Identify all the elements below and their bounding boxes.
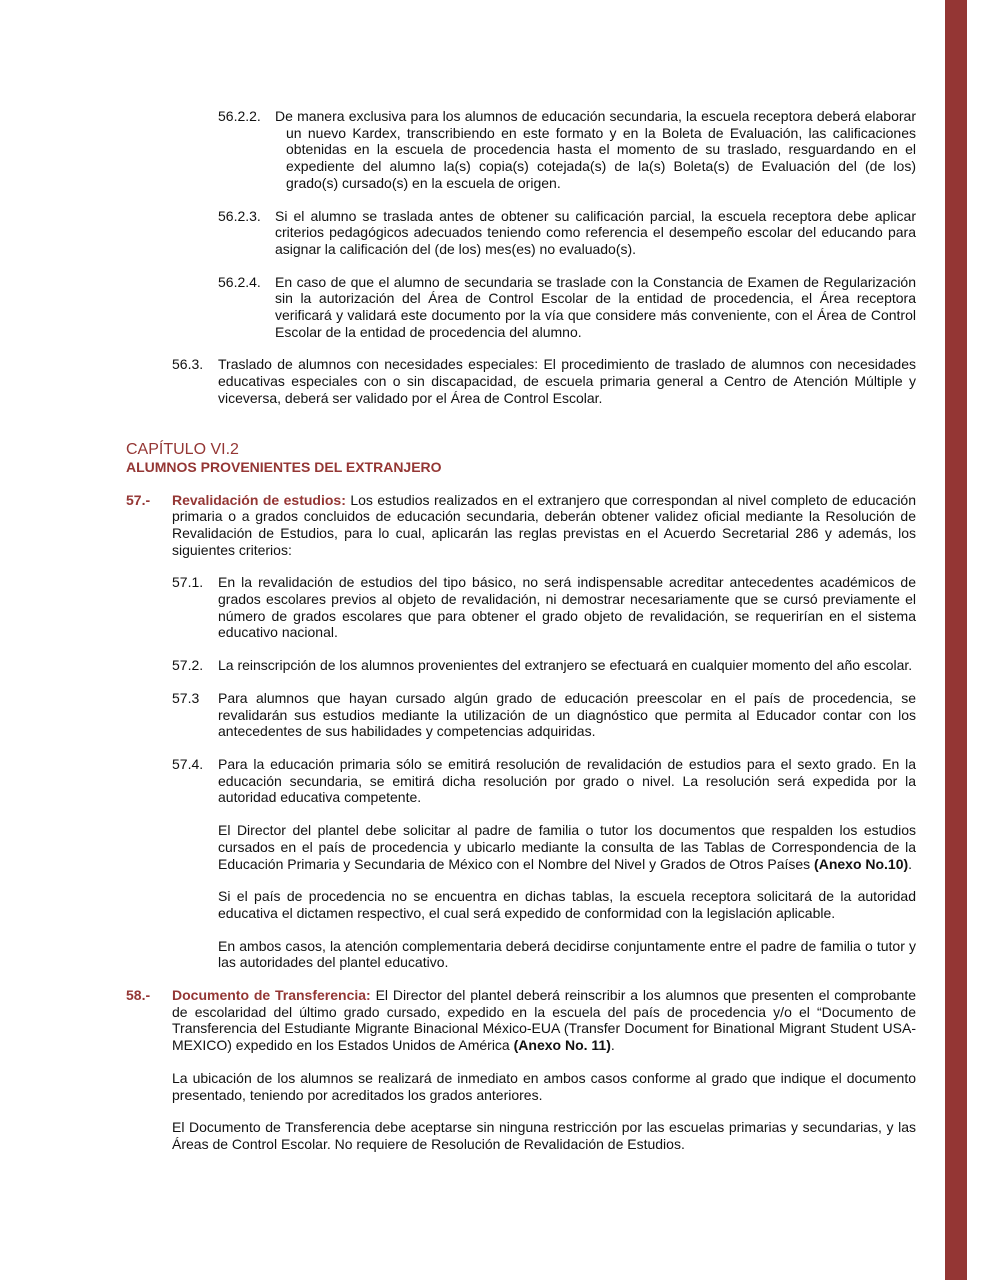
section-56-2-4: [218, 274, 916, 341]
section-text: Para la educación primaria sólo se emitirá resolución de revalidación de estudios para el sexto grado. En la educación secundaria, se emitirá dicha resolución por grado o nivel. La resolución será expedida por la autoridad educativa competente.: [218, 755, 916, 806]
section-number: 56.2.2.: [218, 108, 261, 124]
chapter-subtitle: ALUMNOS PROVENIENTES DEL EXTRANJERO: [126, 458, 442, 475]
page-side-bar: [945, 0, 967, 1280]
section-text: La reinscripción de los alumnos provenientes del extranjero se efectuará en cualquier momento del año escolar.: [218, 657, 913, 674]
paragraph-text: El Director del plantel debe solicitar al padre de familia o tutor los documentos que respalden los estudios cursados en el país de procedencia y ubicarlo mediante la consulta de las Tablas de Correspondencia de la Educación Primaria y Secundaria de México con el Nombre del Nivel y Grados de Otros Países: [218, 822, 916, 872]
section-number: 57.1.: [172, 574, 204, 591]
article-number: 57.-: [126, 491, 151, 508]
section-57-2: [172, 657, 916, 674]
article-number: 58.-: [126, 987, 151, 1004]
section-56-3: [172, 356, 916, 406]
section-57-3: [172, 690, 916, 740]
paragraph-placement: La ubicación de los alumnos se realizará de inmediato en ambos casos conforme al grado que indique el documento presentado, teniendo por acreditados los grados anteriores.: [172, 1069, 916, 1103]
paragraph-director: [218, 822, 916, 872]
section-number: 57.4.: [172, 755, 204, 772]
section-56-2-3: [218, 208, 916, 258]
article-58: [126, 987, 916, 1054]
article-text: [172, 492, 916, 559]
article-57: [126, 492, 916, 559]
paragraph-end: .: [610, 1037, 615, 1054]
paragraph-end: .: [908, 855, 913, 872]
document-page: [126, 108, 916, 1153]
section-text: En la revalidación de estudios del tipo básico, no será indispensable acreditar antecedentes académicos de grados escolares previos al objeto de revalidación, ni demostrar necesariamente que se cursó previamente el número de grados escolares que para obtener el grado objeto de revalidación, se requerirían en el sistema educativo nacional.: [218, 574, 916, 641]
annex-reference: (Anexo No.10): [814, 855, 909, 872]
article-text: [172, 987, 916, 1054]
article-heading: Documento de Transferencia:: [172, 987, 371, 1004]
annex-reference: (Anexo No. 11): [513, 1037, 611, 1054]
section-number: 56.2.3.: [218, 207, 261, 224]
section-number: 57.2.: [172, 657, 204, 674]
section-57-1: [172, 574, 916, 641]
paragraph-both-cases: En ambos casos, la atención complementaria deberá decidirse conjuntamente entre el padre de familia o tutor y las autoridades del plantel educativo.: [218, 937, 916, 971]
section-number: 56.3.: [172, 356, 204, 373]
section-57-4: [172, 756, 916, 806]
section-text: Traslado de alumnos con necesidades especiales: El procedimiento de traslado de alumnos con necesidades educativas especiales con o sin discapacidad, de escuela primaria general a Centro de Atención Múltiple y viceversa, deberá ser validado por el Área de Control Escolar.: [218, 356, 916, 406]
section-text: De manera exclusiva para los alumnos de educación secundaria, la escuela receptora deberá elaborar un nuevo Kardex, transcribiendo en este formato y en la Boleta de Evaluación, las calificaciones obtenidas en la escuela de procedencia hasta el momento de su traslado, resguardando en el expediente del alumno la(s) copia(s) cotejada(s) de la(s) Boleta(s) de Evaluación del (de los) grado(s) cursado(s) en la escuela de origen.: [275, 108, 916, 191]
section-text: Para alumnos que hayan cursado algún grado de educación preescolar en el país de procedencia, se revalidarán sus estudios mediante la utilización de un diagnóstico que permita al Educador contar con los antecedentes de sus habilidades y competencias adquiridas.: [218, 689, 916, 740]
article-heading: Revalidación de estudios:: [172, 491, 346, 508]
section-text: En caso de que el alumno de secundaria se traslade con la Constancia de Examen de Regularización sin la autorización del Área de Control Escolar de la entidad de procedencia, el Área receptora verificará y validará este documento por la vía que considere más conveniente, con el Área de Control Escolar de la entidad de procedencia del alumno.: [275, 273, 916, 340]
paragraph-transfer-acceptance: El Documento de Transferencia debe aceptarse sin ninguna restricción por las escuelas primarias y secundarias, y las Áreas de Control Escolar. No requiere de Resolución de Revalidación de Estudios.: [172, 1119, 916, 1152]
chapter-heading: [126, 441, 916, 476]
article-body: Los estudios realizados en el extranjero que correspondan al nivel completo de educación primaria o a grados concluidos de educación secundaria, deberán obtener validez oficial mediante la Resolución de Revalidación de Estudios, para lo cual, aplicarán las reglas previstas en el Acuerdo Secretarial 286 y además, los siguientes criterios:: [172, 491, 916, 558]
section-56-2-2: [218, 108, 916, 192]
chapter-title: CAPÍTULO VI.2: [126, 440, 239, 458]
section-number: 56.2.4.: [218, 273, 261, 290]
article-body: El Director del plantel deberá reinscribir a los alumnos que presenten el comprobante de escolaridad del último grado cursado, expedido en la escuela del país de procedencia y/o el “Documento de Transferencia del Estudiante Migrante Binacional México-EUA (Transfer Document for Binational Migrant Student USA-MEXICO) expedido en los Estados Unidos de América: [172, 987, 917, 1054]
paragraph-no-table: Si el país de procedencia no se encuentra en dichas tablas, la escuela receptora solicitará de la autoridad educativa el dictamen respectivo, el cual será expedido de conformidad con la legislación aplicable.: [218, 888, 916, 921]
section-text: Si el alumno se traslada antes de obtener su calificación parcial, la escuela receptora debe aplicar criterios pedagógicos adecuados teniendo como referencia el desempeño escolar del educando para asignar la calificación del (de los) mes(es) no evaluado(s).: [275, 207, 916, 257]
section-number: 57.3: [172, 689, 200, 706]
